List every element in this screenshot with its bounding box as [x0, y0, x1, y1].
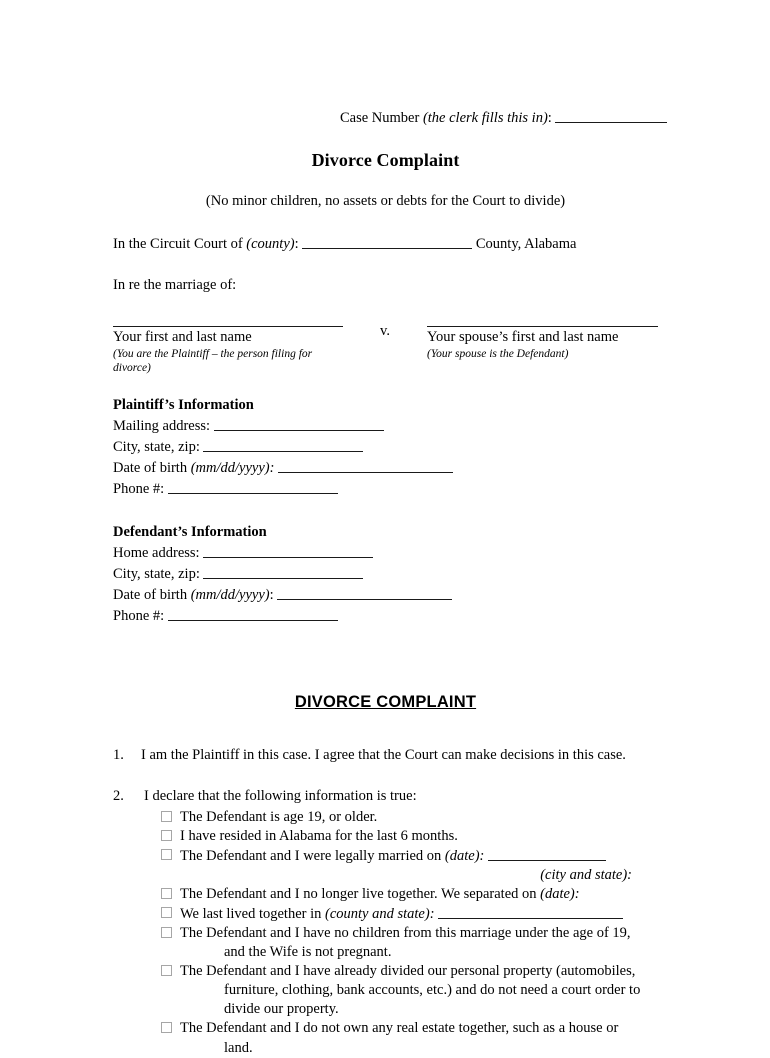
plaintiff-city-state-zip-blank[interactable]	[203, 437, 363, 452]
document-content	[113, 108, 658, 1058]
plaintiff-phone-line	[113, 479, 658, 500]
checkbox-defendant-age[interactable]	[161, 811, 172, 822]
defendant-city-state-zip-line	[113, 564, 658, 585]
checkbox-date-note: (date):	[540, 885, 580, 902]
plaintiff-role-note: (You are the Plaintiff – the person filing for divorce)	[113, 347, 313, 375]
complaint-item-2-number: 2.	[113, 787, 124, 804]
list-item	[161, 962, 658, 1019]
defendant-dob-label: Date of birth	[113, 586, 191, 603]
complaint-item-1-number: 1.	[113, 746, 124, 763]
list-item	[161, 808, 658, 827]
complaint-item-1	[113, 746, 658, 765]
checkbox-label-continuation: land.	[224, 1039, 253, 1056]
checkbox-residency[interactable]	[161, 830, 172, 841]
list-item	[161, 885, 658, 904]
checkbox-label: I have resided in Alabama for the last 6 months.	[180, 827, 458, 844]
defendant-home-address-label: Home address:	[113, 544, 200, 561]
checkbox-label: We last lived together in	[180, 905, 325, 922]
list-item	[161, 1019, 658, 1057]
plaintiff-dob-format: (mm/dd/yyyy):	[190, 459, 275, 476]
plaintiff-party	[113, 315, 343, 377]
complaint-item-2-text: I declare that the following information is true:	[144, 787, 417, 804]
plaintiff-city-state-zip-label: City, state, zip:	[113, 438, 200, 455]
checkbox-last-lived-together[interactable]	[161, 907, 172, 918]
county-note: (county)	[246, 235, 295, 252]
defendant-city-state-zip-label: City, state, zip:	[113, 565, 200, 582]
plaintiff-mailing-address-line	[113, 416, 658, 437]
declaration-checkbox-list	[161, 808, 658, 1058]
checkbox-label: The Defendant and I have already divided our personal property (automobiles,	[180, 963, 636, 980]
defendant-name-blank[interactable]	[427, 315, 658, 327]
checkbox-label-continuation: and the Wife is not pregnant.	[224, 943, 392, 960]
case-number-row	[113, 108, 658, 127]
list-item	[161, 904, 658, 924]
circuit-court-suffix: County, Alabama	[472, 235, 577, 252]
circuit-court-prefix: In the Circuit Court of	[113, 235, 247, 252]
defendant-information-heading: Defendant’s Information	[113, 523, 267, 540]
defendant-party	[427, 315, 658, 362]
defendant-home-address-line	[113, 543, 658, 564]
case-number-label: Case Number	[340, 109, 420, 126]
checkbox-label: The Defendant is age 19, or older.	[180, 808, 378, 825]
checkbox-county-state-note: (county and state):	[325, 905, 435, 922]
parties-block	[113, 315, 658, 373]
plaintiff-mailing-address-blank[interactable]	[214, 416, 384, 431]
plaintiff-city-state-zip-line	[113, 437, 658, 458]
checkbox-marriage-date[interactable]	[161, 849, 172, 860]
defendant-role-note: (Your spouse is the Defendant)	[427, 347, 569, 360]
plaintiff-mailing-address-label: Mailing address:	[113, 417, 211, 434]
checkbox-no-children[interactable]	[161, 927, 172, 938]
checkbox-label-continuation: furniture, clothing, bank accounts, etc.) and do not need a court order to divide our property.	[224, 982, 641, 1018]
plaintiff-phone-label: Phone #:	[113, 480, 165, 497]
checkbox-label: The Defendant and I do not own any real estate together, such as a house or	[180, 1020, 619, 1037]
defendant-phone-line	[113, 606, 658, 627]
defendant-phone-blank[interactable]	[168, 606, 338, 621]
list-item	[161, 924, 658, 962]
county-colon: :	[294, 235, 299, 252]
defendant-dob-blank[interactable]	[277, 585, 452, 600]
plaintiff-dob-label: Date of birth	[113, 459, 191, 476]
circuit-court-line	[113, 234, 658, 253]
checkbox-separation-date[interactable]	[161, 888, 172, 899]
defendant-name-label: Your spouse’s first and last name	[427, 328, 619, 345]
defendant-city-state-zip-blank[interactable]	[203, 564, 363, 579]
defendant-information-block	[113, 522, 658, 627]
plaintiff-dob-line	[113, 458, 658, 479]
in-re-marriage-line: In re the marriage of:	[113, 276, 237, 293]
checkbox-date-note: (date):	[444, 847, 485, 864]
list-item	[161, 846, 658, 866]
defendant-dob-colon: :	[269, 586, 274, 603]
checkbox-label: The Defendant and I no longer live together. We separated on	[180, 885, 541, 902]
plaintiff-information-block	[113, 395, 658, 500]
case-number-note: (the clerk fills this in)	[422, 109, 548, 126]
plaintiff-dob-blank[interactable]	[278, 458, 453, 473]
defendant-dob-format: (mm/dd/yyyy)	[190, 586, 270, 603]
versus-label: v.	[380, 322, 390, 339]
last-lived-together-blank[interactable]	[438, 904, 623, 919]
checkbox-property-divided[interactable]	[161, 965, 172, 976]
page-subtitle: (No minor children, no assets or debts for the Court to divide)	[205, 192, 566, 209]
defendant-dob-line	[113, 585, 658, 606]
plaintiff-information-heading: Plaintiff’s Information	[113, 396, 254, 413]
defendant-home-address-blank[interactable]	[203, 543, 373, 558]
county-blank[interactable]	[302, 234, 472, 249]
marriage-date-blank[interactable]	[488, 846, 606, 861]
case-number-colon: :	[547, 109, 552, 126]
checkbox-label: The Defendant and I have no children from this marriage under the age of 19,	[180, 924, 631, 941]
plaintiff-phone-blank[interactable]	[168, 479, 338, 494]
marriage-city-state-note: (city and state):	[540, 866, 632, 883]
divorce-complaint-section-heading: DIVORCE COMPLAINT	[294, 692, 477, 711]
complaint-item-2	[113, 787, 658, 806]
plaintiff-name-blank[interactable]	[113, 315, 343, 327]
list-item	[161, 827, 658, 846]
case-number-blank[interactable]	[555, 108, 667, 123]
defendant-phone-label: Phone #:	[113, 607, 165, 624]
complaint-item-1-text: I am the Plaintiff in this case. I agree that the Court can make decisions in this case.	[141, 746, 626, 763]
plaintiff-name-label: Your first and last name	[113, 328, 252, 345]
page-title: Divorce Complaint	[311, 149, 460, 170]
checkbox-no-real-estate[interactable]	[161, 1022, 172, 1033]
checkbox-label: The Defendant and I were legally married on	[180, 847, 445, 864]
